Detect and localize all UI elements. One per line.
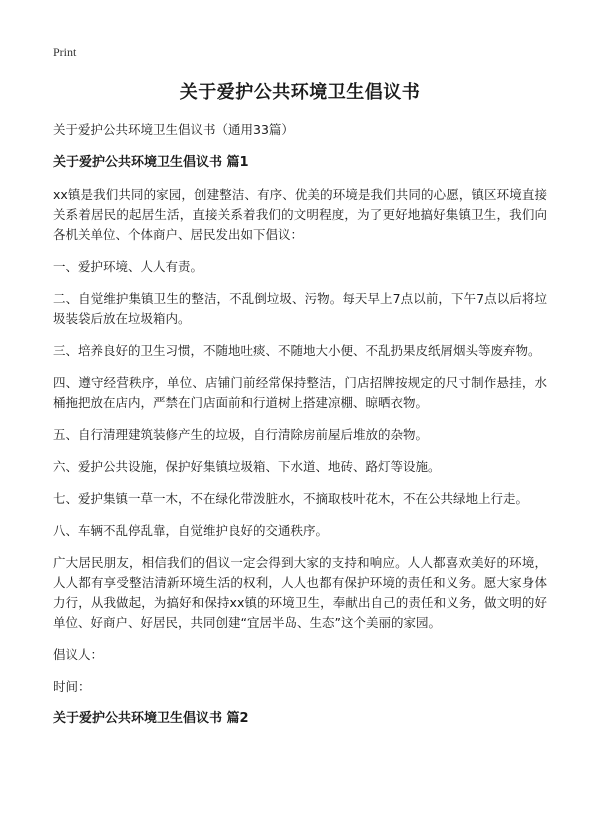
section-heading-2: 关于爱护公共环境卫生倡议书 篇2 [53,711,249,726]
proposal-item-1: 一、爱护环境、人人有责。 [53,259,204,274]
print-link[interactable]: Print [53,45,77,59]
proposal-item-2: 二、自觉维护集镇卫生的整洁，不乱倒垃圾、污物。每天早上7点以前，下午7点以后将垃圾装袋后放在垃圾箱内。 [53,291,547,326]
proposal-item-7: 七、爱护集镇一草一木，不在绿化带泼脏水，不摘取枝叶花木，不在公共绿地上行走。 [53,491,529,506]
signature-initiator: 倡议人： [53,647,104,662]
proposal-item-6: 六、爱护公共设施，保护好集镇垃圾箱、下水道、地砖、路灯等设施。 [53,459,441,474]
proposal-item-8: 八、车辆不乱停乱靠，自觉维护良好的交通秩序。 [53,523,329,538]
document-subtitle: 关于爱护公共环境卫生倡议书（通用33篇） [53,122,294,137]
intro-paragraph: xx镇是我们共同的家园，创建整洁、有序、优美的环境是我们共同的心愿，镇区环境直接关系着居民的起居生活，直接关系着我们的文明程度，为了更好地搞好集镇卫生，我们向各机关单位、个体商户、居民发出如下倡议： [53,187,547,242]
document-body [53,120,547,741]
signature-date: 时间： [53,679,91,694]
document-title: 关于爱护公共环境卫生倡议书 [179,82,421,103]
proposal-item-5: 五、自行清理建筑装修产生的垃圾，自行清除房前屋后堆放的杂物。 [53,427,429,442]
closing-paragraph: 广大居民朋友，相信我们的倡议一定会得到大家的支持和响应。人人都喜欢美好的环境，人人都有享受整洁清新环境生活的权利，人人也都有保护环境的责任和义务。愿大家身体力行，从我做起，为搞好和保持xx镇的环境卫生，奉献出自己的责任和义务，做文明的好单位、好商户、好居民，共同创建“宜居半岛、生态”这个美丽的家园。 [53,555,547,630]
proposal-item-4: 四、遵守经营秩序，单位、店铺门前经常保持整洁，门店招牌按规定的尺寸制作悬挂，水桶拖把放在店内，严禁在门店面前和行道树上搭建凉棚、晾晒衣物。 [53,375,547,410]
proposal-item-3: 三、培养良好的卫生习惯，不随地吐痰、不随地大小便、不乱扔果皮纸屑烟头等废弃物。 [53,343,541,358]
section-heading-1: 关于爱护公共环境卫生倡议书 篇1 [53,155,249,170]
